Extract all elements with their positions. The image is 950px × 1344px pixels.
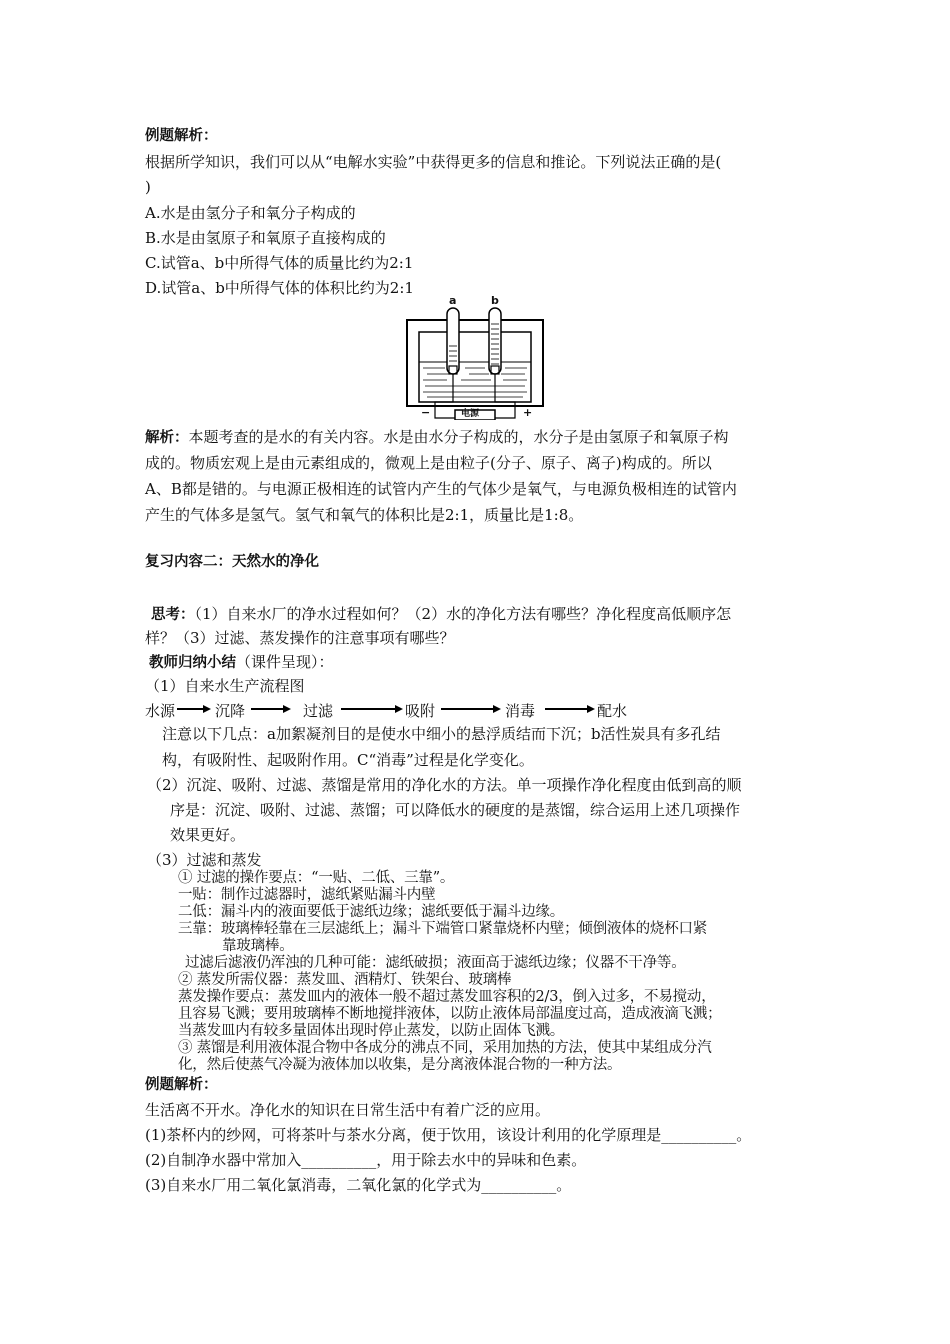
filter-line-12: 化，然后使蒸气冷凝为液体加以收集，是分离液体混合物的一种方法。 xyxy=(178,1057,622,1073)
item3-title: （3）过滤和蒸发 xyxy=(147,851,262,869)
example2-question-2: (2)自制净水器中常加入__________，用于除去水中的异味和色素。 xyxy=(145,1151,587,1169)
analysis-label: 解析： xyxy=(145,430,189,446)
summary-label: 教师归纳小结 xyxy=(149,655,236,671)
item2-line3: 效果更好。 xyxy=(170,826,246,844)
analysis-line4: 产生的气体多是氢气。氢气和氧气的体积比是2:1，质量比是1:8。 xyxy=(145,506,584,524)
section2-title: 复习内容二：天然水的净化 xyxy=(145,554,319,570)
example2-heading: 例题解析： xyxy=(145,1077,218,1093)
filter-line-6: 过滤后滤液仍浑浊的几种可能：滤纸破损；液面高于滤纸边缘；仪器不干净等。 xyxy=(185,955,686,971)
filter-line-8: 蒸发操作要点：蒸发皿内的液体一般不超过蒸发皿容积的2/3，倒入过多，不易搅动， xyxy=(178,989,716,1005)
item1-title: （1）自来水生产流程图 xyxy=(145,677,305,695)
summary-note: （课件呈现）： xyxy=(236,653,334,671)
flow-step-4: 吸附 xyxy=(405,702,436,720)
example1-question-line2: ) xyxy=(145,178,151,196)
flow-step-5: 消毒 xyxy=(505,702,536,720)
analysis-line3: A、B都是错的。与电源正极相连的试管内产生的气体少是氧气，与电源负极相连的试管内 xyxy=(145,480,737,498)
minus-terminal-label: − xyxy=(421,406,431,419)
analysis-line2: 成的。物质宏观上是由元素组成的，微观上是由粒子(分子、原子、离子)构成的。所以 xyxy=(145,454,712,472)
flow-arrow-4 xyxy=(441,704,501,714)
think-line1 xyxy=(151,605,731,624)
option-d: D.试管a、b中所得气体的体积比约为2:1 xyxy=(145,279,414,297)
note-line1: 注意以下几点：a加絮凝剂目的是使水中细小的悬浮质结而下沉；b活性炭具有多孔结 xyxy=(162,725,721,743)
filter-line-1: ① 过滤的操作要点：“一贴、二低、三靠”。 xyxy=(178,870,455,886)
example2-intro: 生活离不开水。净化水的知识在日常生活中有着广泛的应用。 xyxy=(145,1101,551,1119)
option-b: B.水是由氢原子和氧原子直接构成的 xyxy=(145,229,386,247)
example1-heading: 例题解析： xyxy=(145,128,218,144)
filter-line-11: ③ 蒸馏是利用液体混合物中各成分的沸点不同，采用加热的方法，使其中某组成分汽 xyxy=(178,1040,712,1056)
item2-line2: 序是：沉淀、吸附、过滤、蒸馏；可以降低水的硬度的是蒸馏，综合运用上述几项操作 xyxy=(170,801,741,819)
example2-question-1: (1)茶杯内的纱网，可将茶叶与茶水分离，便于饮用，该设计利用的化学原理是__________。 xyxy=(145,1126,752,1144)
flow-arrow-5 xyxy=(545,704,595,714)
option-c: C.试管a、b中所得气体的质量比约为2:1 xyxy=(145,254,414,272)
flow-arrow-2 xyxy=(251,704,291,714)
flow-step-6: 配水 xyxy=(597,702,628,720)
analysis-text-1: 本题考查的是水的有关内容。水是由水分子构成的，水分子是由氢原子和氧原子构 xyxy=(188,428,729,446)
flow-step-3: 过滤 xyxy=(303,702,334,720)
flow-step-1: 水源 xyxy=(145,702,176,720)
tube-b-label: b xyxy=(491,294,499,307)
water-production-flow xyxy=(145,700,665,720)
option-a: A.水是由氢分子和氧分子构成的 xyxy=(145,204,356,222)
think-text-1: （1）自来水厂的净水过程如何？（2）水的净化方法有哪些？净化程度高低顺序怎 xyxy=(194,605,732,623)
analysis-line1 xyxy=(145,428,729,447)
filter-line-7: ② 蒸发所需仪器：蒸发皿、酒精灯、铁架台、玻璃棒 xyxy=(178,972,512,988)
filter-line-3: 二低：漏斗内的液面要低于滤纸边缘；滤纸要低于漏斗边缘。 xyxy=(178,904,565,920)
filter-line-4: 三靠：玻璃棒轻靠在三层滤纸上；漏斗下端管口紧靠烧杯内壁；倾倒液体的烧杯口紧 xyxy=(178,921,708,937)
electrolysis-apparatus-diagram xyxy=(405,296,545,420)
tube-a-label: a xyxy=(449,294,457,307)
electrolysis-figure xyxy=(405,296,545,420)
filter-line-5: 靠玻璃棒。 xyxy=(222,938,294,954)
power-source-label: 电源 xyxy=(461,409,480,419)
flow-arrow-1 xyxy=(177,704,211,714)
filter-line-2: 一贴：制作过滤器时，滤纸紧贴漏斗内壁 xyxy=(178,887,436,903)
plus-terminal-label: + xyxy=(523,406,533,419)
think-line2: 样？（3）过滤、蒸发操作的注意事项有哪些？ xyxy=(145,629,455,647)
flow-step-2: 沉降 xyxy=(215,702,246,720)
filter-line-9: 且容易飞溅；要用玻璃棒不断地搅拌液体，以防止液体局部温度过高，造成液滴飞溅； xyxy=(178,1006,722,1022)
filter-line-10: 当蒸发皿内有较多量固体出现时停止蒸发，以防止固体飞溅。 xyxy=(178,1023,565,1039)
note-line2: 构，有吸附性、起吸附作用。C“消毒”过程是化学变化。 xyxy=(162,751,534,769)
example2-question-3: (3)自来水厂用二氧化氯消毒，二氧化氯的化学式为__________。 xyxy=(145,1176,572,1194)
item2-line1: （2）沉淀、吸附、过滤、蒸馏是常用的净化水的方法。单一项操作净化程度由低到高的顺 xyxy=(147,776,742,794)
example1-question-line1: 根据所学知识，我们可以从“电解水实验”中获得更多的信息和推论。下列说法正确的是( xyxy=(145,153,722,171)
summary-line xyxy=(149,653,334,672)
think-label: 思考： xyxy=(151,607,195,623)
flow-arrow-3 xyxy=(341,704,403,714)
